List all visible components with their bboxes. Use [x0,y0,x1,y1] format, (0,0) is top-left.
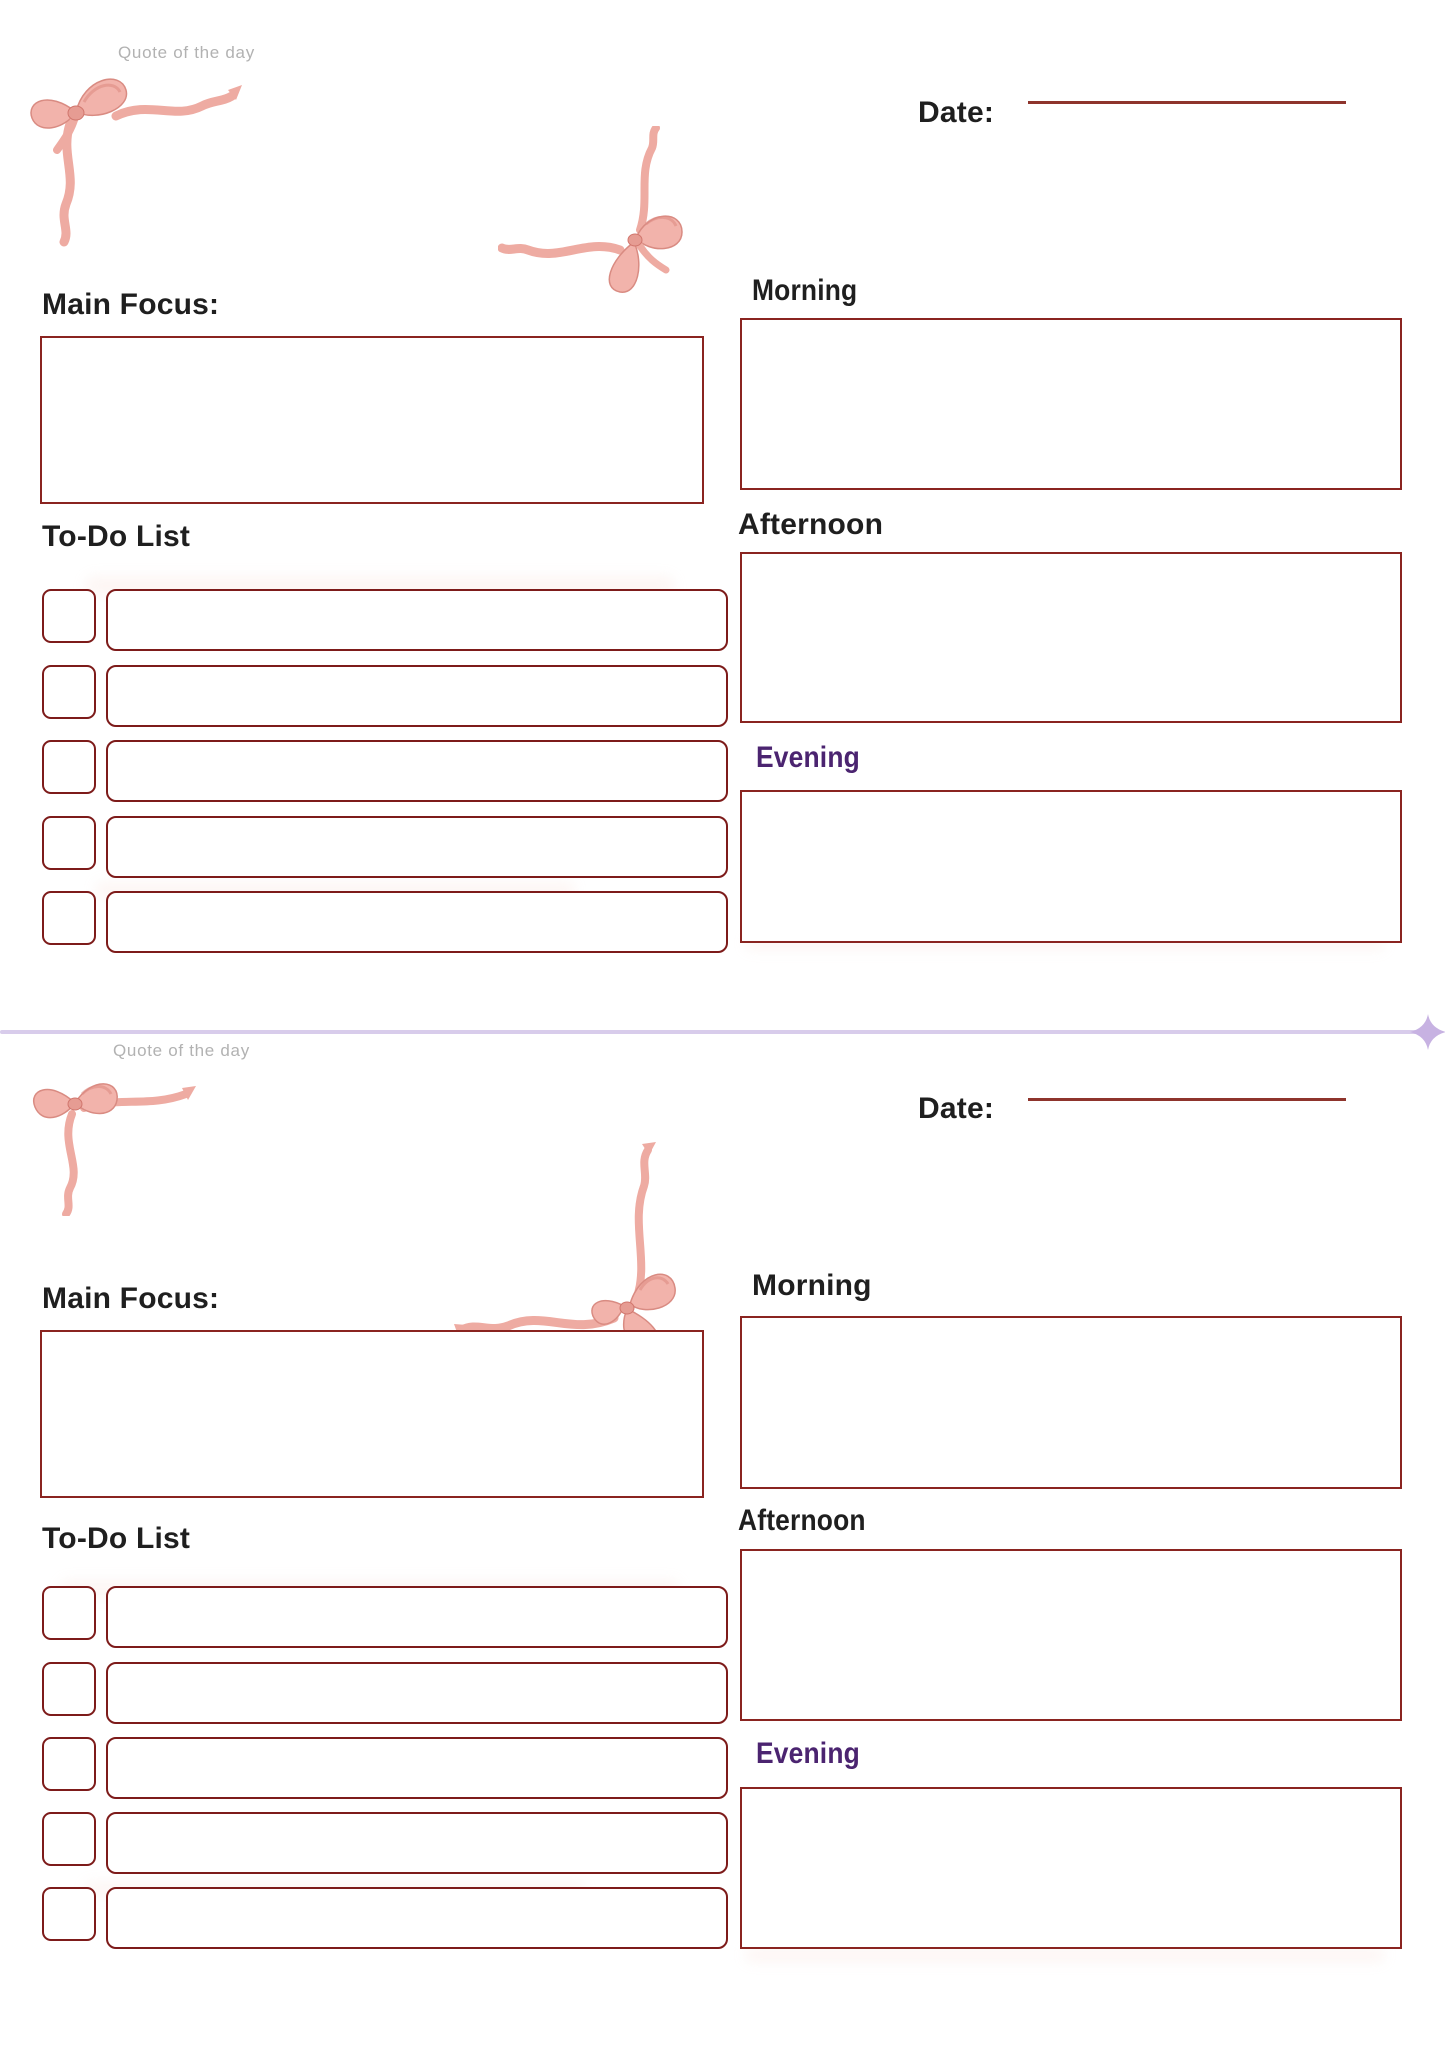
ribbon-bow-icon [452,1142,687,1362]
date-label: Date: [918,1092,995,1125]
todo-checkbox[interactable] [42,816,96,870]
morning-box[interactable] [740,1316,1402,1489]
todo-row [42,891,704,949]
todo-row [42,1737,704,1795]
afternoon-heading: Afternoon [738,1504,866,1537]
todo-text-field[interactable] [106,1812,728,1874]
todo-text-field[interactable] [106,1737,728,1799]
afternoon-box[interactable] [740,552,1402,723]
evening-box[interactable] [740,790,1402,943]
afternoon-heading: Afternoon [738,508,884,541]
quote-of-the-day-label: Quote of the day [113,1041,250,1060]
morning-heading: Morning [752,274,858,307]
morning-box[interactable] [740,318,1402,490]
morning-heading: Morning [752,1269,872,1302]
evening-box[interactable] [740,1787,1402,1949]
todo-text-field[interactable] [106,1887,728,1949]
page-divider [0,1030,1424,1034]
todo-text-field[interactable] [106,1662,728,1724]
ribbon-bow-icon [28,1066,198,1216]
todo-checkbox[interactable] [42,740,96,794]
todo-checkbox[interactable] [42,589,96,643]
todo-text-field[interactable] [106,1586,728,1648]
todo-row [42,816,704,874]
main-focus-box[interactable] [40,1330,704,1498]
todo-checkbox[interactable] [42,891,96,945]
sparkle-icon [1408,1012,1445,1052]
main-focus-box[interactable] [40,336,704,504]
ribbon-bow-icon [498,126,698,298]
evening-heading: Evening [756,741,860,774]
main-focus-heading: Main Focus: [42,288,220,321]
todo-text-field[interactable] [106,891,728,953]
date-label: Date: [918,96,995,129]
todo-row [42,1662,704,1720]
todo-text-field[interactable] [106,589,728,651]
todo-row [42,1586,704,1644]
todo-checkbox[interactable] [42,1662,96,1716]
todo-checkbox[interactable] [42,1737,96,1791]
todo-row [42,1887,704,1945]
todo-text-field[interactable] [106,816,728,878]
main-focus-heading: Main Focus: [42,1282,220,1315]
date-line[interactable] [1028,1098,1346,1101]
todo-row [42,589,704,647]
todo-text-field[interactable] [106,740,728,802]
todo-checkbox[interactable] [42,1887,96,1941]
todo-checkbox[interactable] [42,1812,96,1866]
todo-row [42,740,704,798]
todo-row [42,665,704,723]
todo-checkbox[interactable] [42,665,96,719]
todo-heading: To-Do List [42,520,191,553]
afternoon-box[interactable] [740,1549,1402,1721]
evening-heading: Evening [756,1737,860,1770]
todo-checkbox[interactable] [42,1586,96,1640]
todo-row [42,1812,704,1870]
watercolor-wash [745,1948,1385,1962]
quote-of-the-day-label: Quote of the day [118,43,255,62]
ribbon-bow-icon [24,58,242,248]
todo-heading: To-Do List [42,1522,191,1555]
date-line[interactable] [1028,101,1346,104]
todo-text-field[interactable] [106,665,728,727]
